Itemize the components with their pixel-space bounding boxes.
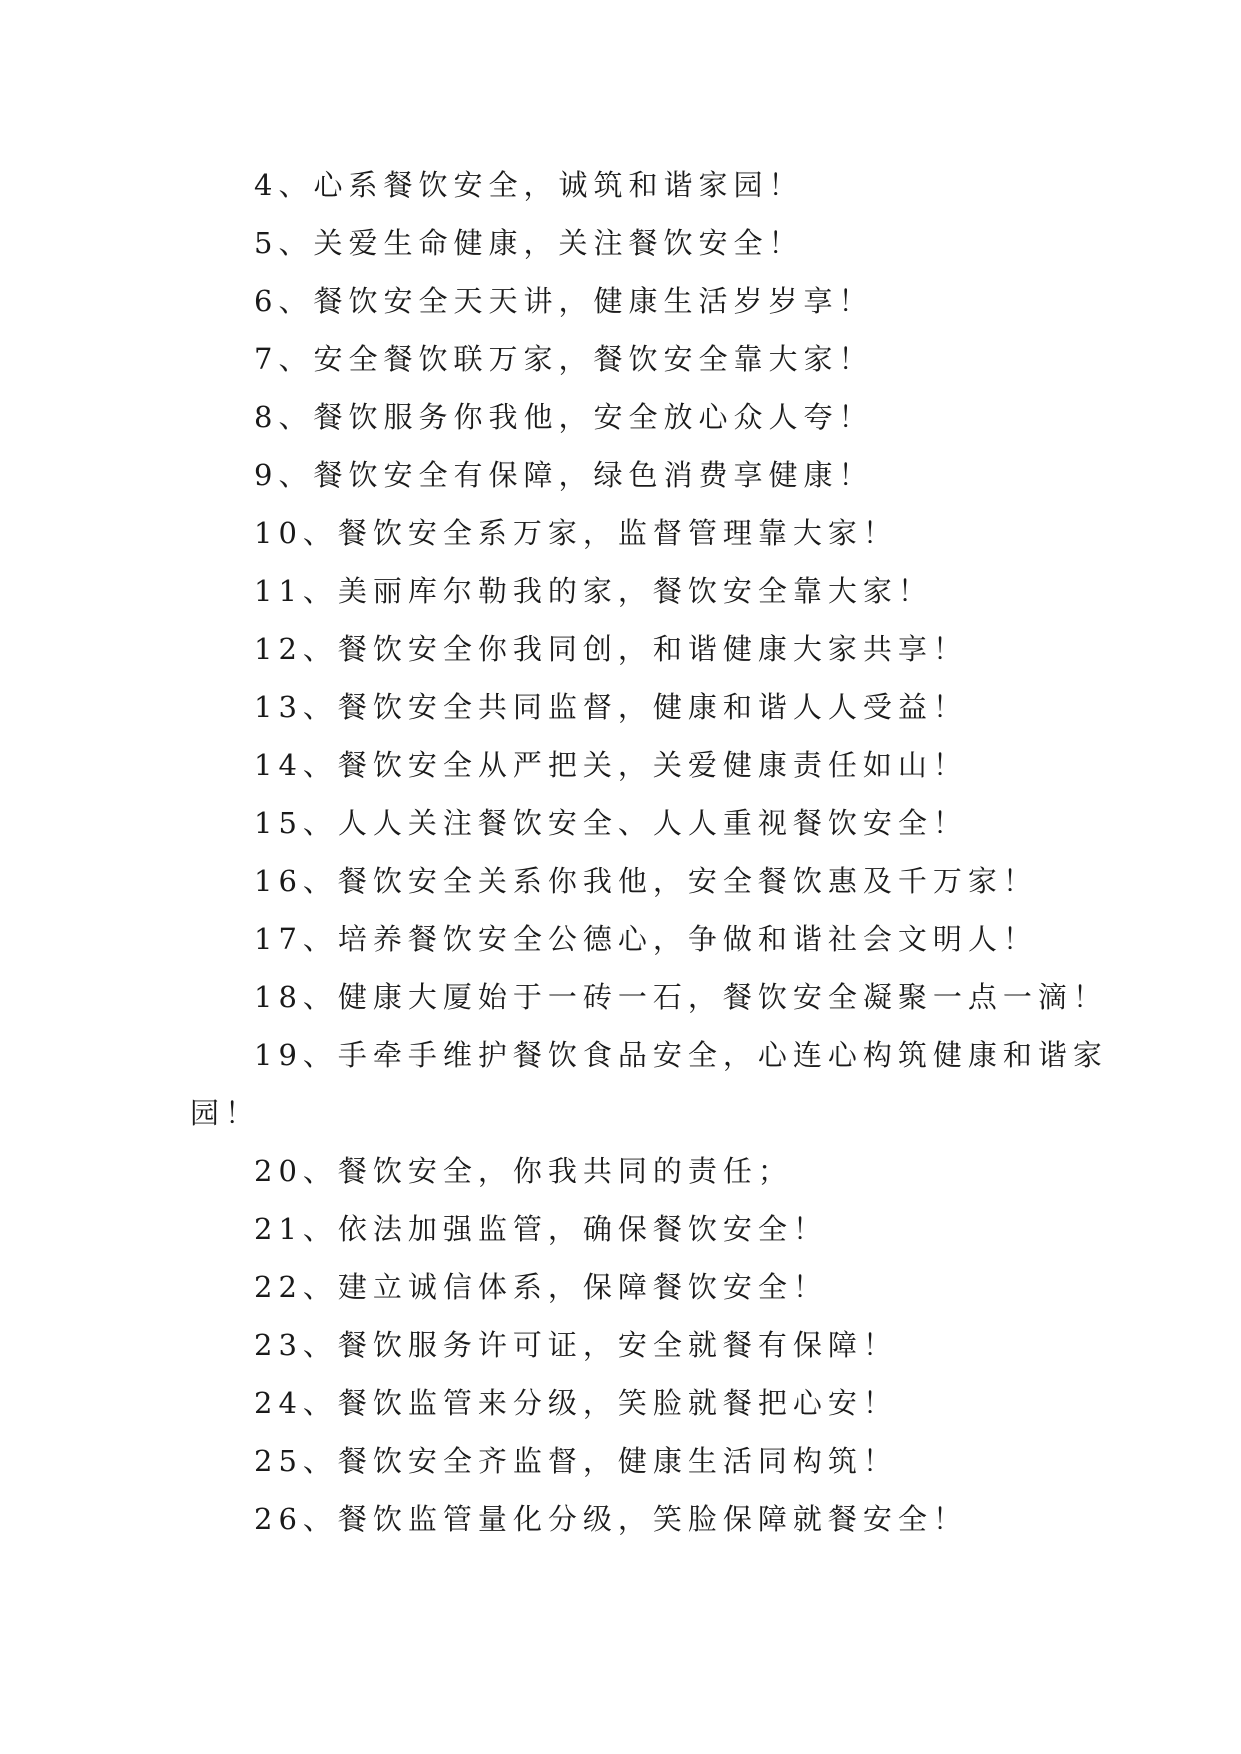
slogan-line-10: 10、餐饮安全系万家，监督管理靠大家！ xyxy=(254,516,898,550)
slogan-line-17: 17、培养餐饮安全公德心，争做和谐社会文明人！ xyxy=(254,922,1038,956)
slogan-line-22: 22、建立诚信体系，保障餐饮安全！ xyxy=(254,1270,828,1304)
slogan-line-15: 15、人人关注餐饮安全、人人重视餐饮安全！ xyxy=(254,806,968,840)
slogan-line-6: 6、餐饮安全天天讲，健康生活岁岁享！ xyxy=(254,284,874,318)
slogan-line-18: 18、健康大厦始于一砖一石，餐饮安全凝聚一点一滴！ xyxy=(254,980,1108,1014)
slogan-line-19: 19、手牵手维护餐饮食品安全，心连心构筑健康和谐家 xyxy=(254,1038,1108,1072)
slogan-line-14: 14、餐饮安全从严把关，关爱健康责任如山！ xyxy=(254,748,968,782)
slogan-line-26: 26、餐饮监管量化分级，笑脸保障就餐安全！ xyxy=(254,1502,968,1536)
slogan-list xyxy=(190,156,1108,1548)
slogan-line-16: 16、餐饮安全关系你我他，安全餐饮惠及千万家！ xyxy=(254,864,1038,898)
slogan-line-8: 8、餐饮服务你我他，安全放心众人夸！ xyxy=(254,400,874,434)
slogan-line-12: 12、餐饮安全你我同创，和谐健康大家共享！ xyxy=(254,632,968,666)
slogan-line-13: 13、餐饮安全共同监督，健康和谐人人受益！ xyxy=(254,690,968,724)
slogan-line-9: 9、餐饮安全有保障，绿色消费享健康！ xyxy=(254,458,874,492)
slogan-line-25: 25、餐饮安全齐监督，健康生活同构筑！ xyxy=(254,1444,898,1478)
slogan-line-5: 5、关爱生命健康，关注餐饮安全！ xyxy=(254,226,804,260)
slogan-line-21: 21、依法加强监管，确保餐饮安全！ xyxy=(254,1212,828,1246)
slogan-line-24: 24、餐饮监管来分级，笑脸就餐把心安！ xyxy=(254,1386,898,1420)
slogan-line-11: 11、美丽库尔勒我的家，餐饮安全靠大家！ xyxy=(254,574,933,608)
slogan-line-19-continued: 园！ xyxy=(190,1096,261,1130)
slogan-line-7: 7、安全餐饮联万家，餐饮安全靠大家！ xyxy=(254,342,874,376)
slogan-line-20: 20、餐饮安全，你我共同的责任； xyxy=(254,1154,793,1188)
slogan-line-23: 23、餐饮服务许可证，安全就餐有保障！ xyxy=(254,1328,898,1362)
slogan-line-4: 4、心系餐饮安全，诚筑和谐家园！ xyxy=(254,168,804,202)
